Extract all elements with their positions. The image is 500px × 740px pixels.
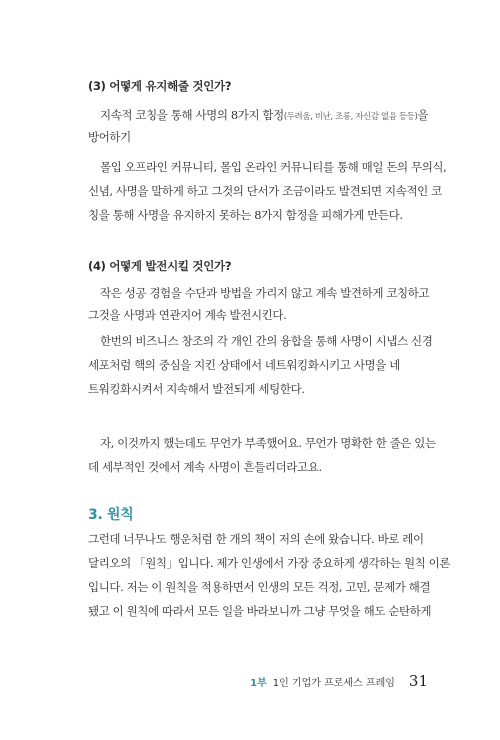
paragraph-line: 달리오의 「원칙」입니다. 제가 인생에서 가장 중요하게 생각하는 원칙 이론 — [88, 556, 451, 570]
paragraph-line: 됐고 이 원칙에 따라서 모든 일을 바라보니까 그냥 무엇을 해도 순탄하게 — [88, 604, 432, 618]
paragraph-line: 입니다. 저는 이 원칙을 적용하면서 인생의 모든 걱정, 고민, 문제가 해결 — [88, 580, 431, 594]
footer-part: 1부 — [250, 678, 267, 689]
paragraph-line: 자, 이것까지 했는데도 무언가 부족했어요. 무언가 명확한 한 줄은 있는 — [100, 436, 436, 450]
subheading-develop: (4) 어떻게 발전시킬 것인가? — [88, 259, 232, 273]
paragraph-line: 작은 성공 경험을 수단과 방법을 가리지 않고 계속 발견하게 코칭하고 — [100, 286, 430, 300]
paragraph-line: 세포처럼 핵의 중심을 지킨 상태에서 네트워킹화시키고 사명을 네 — [88, 358, 400, 372]
paragraph-line: 칭을 통해 사명을 유지하지 못하는 8가지 함정을 피해가게 만든다. — [88, 208, 403, 222]
paragraph-line: 그것을 사명과 연관지어 계속 발전시킨다. — [88, 308, 287, 322]
paragraph-line: 방어하기 — [88, 130, 131, 144]
paragraph-line: 데 세부적인 것에서 계속 사명이 흔들리더라고요. — [88, 460, 322, 474]
paragraph-line: 트워킹화시켜서 지속해서 발전되게 세팅한다. — [88, 382, 305, 396]
footer-chapter-title: 1인 기업가 프로세스 프레임 — [272, 678, 395, 689]
text-span: 을 — [417, 108, 429, 122]
parenthetical-note: (두려움, 비난, 조롱, 자신감 없음 등등) — [283, 112, 418, 122]
paragraph-line: 한번의 비즈니스 창조의 각 개인 간의 융합을 통해 사명이 시냅스 신경 — [100, 334, 433, 348]
paragraph-line: 그런데 너무나도 행운처럼 한 개의 책이 저의 손에 왔습니다. 바로 레이 — [88, 532, 424, 546]
paragraph-line: 신념, 사명을 말하게 하고 그것의 단서가 조금이라도 발견되면 지속적인 코 — [88, 184, 442, 198]
page-number: 31 — [408, 672, 428, 690]
paragraph-line: 몰입 오프라인 커뮤니티, 몰입 온라인 커뮤니티를 통해 매일 돈의 무의식, — [100, 160, 447, 174]
section-title-principle: 3. 원칙 — [88, 507, 134, 523]
paragraph-line — [100, 108, 433, 124]
subheading-maintain: (3) 어떻게 유지해줄 것인가? — [88, 79, 232, 93]
text-span: 지속적 코칭을 통해 사명의 8가지 함정 — [100, 108, 284, 122]
page-footer — [250, 672, 428, 690]
